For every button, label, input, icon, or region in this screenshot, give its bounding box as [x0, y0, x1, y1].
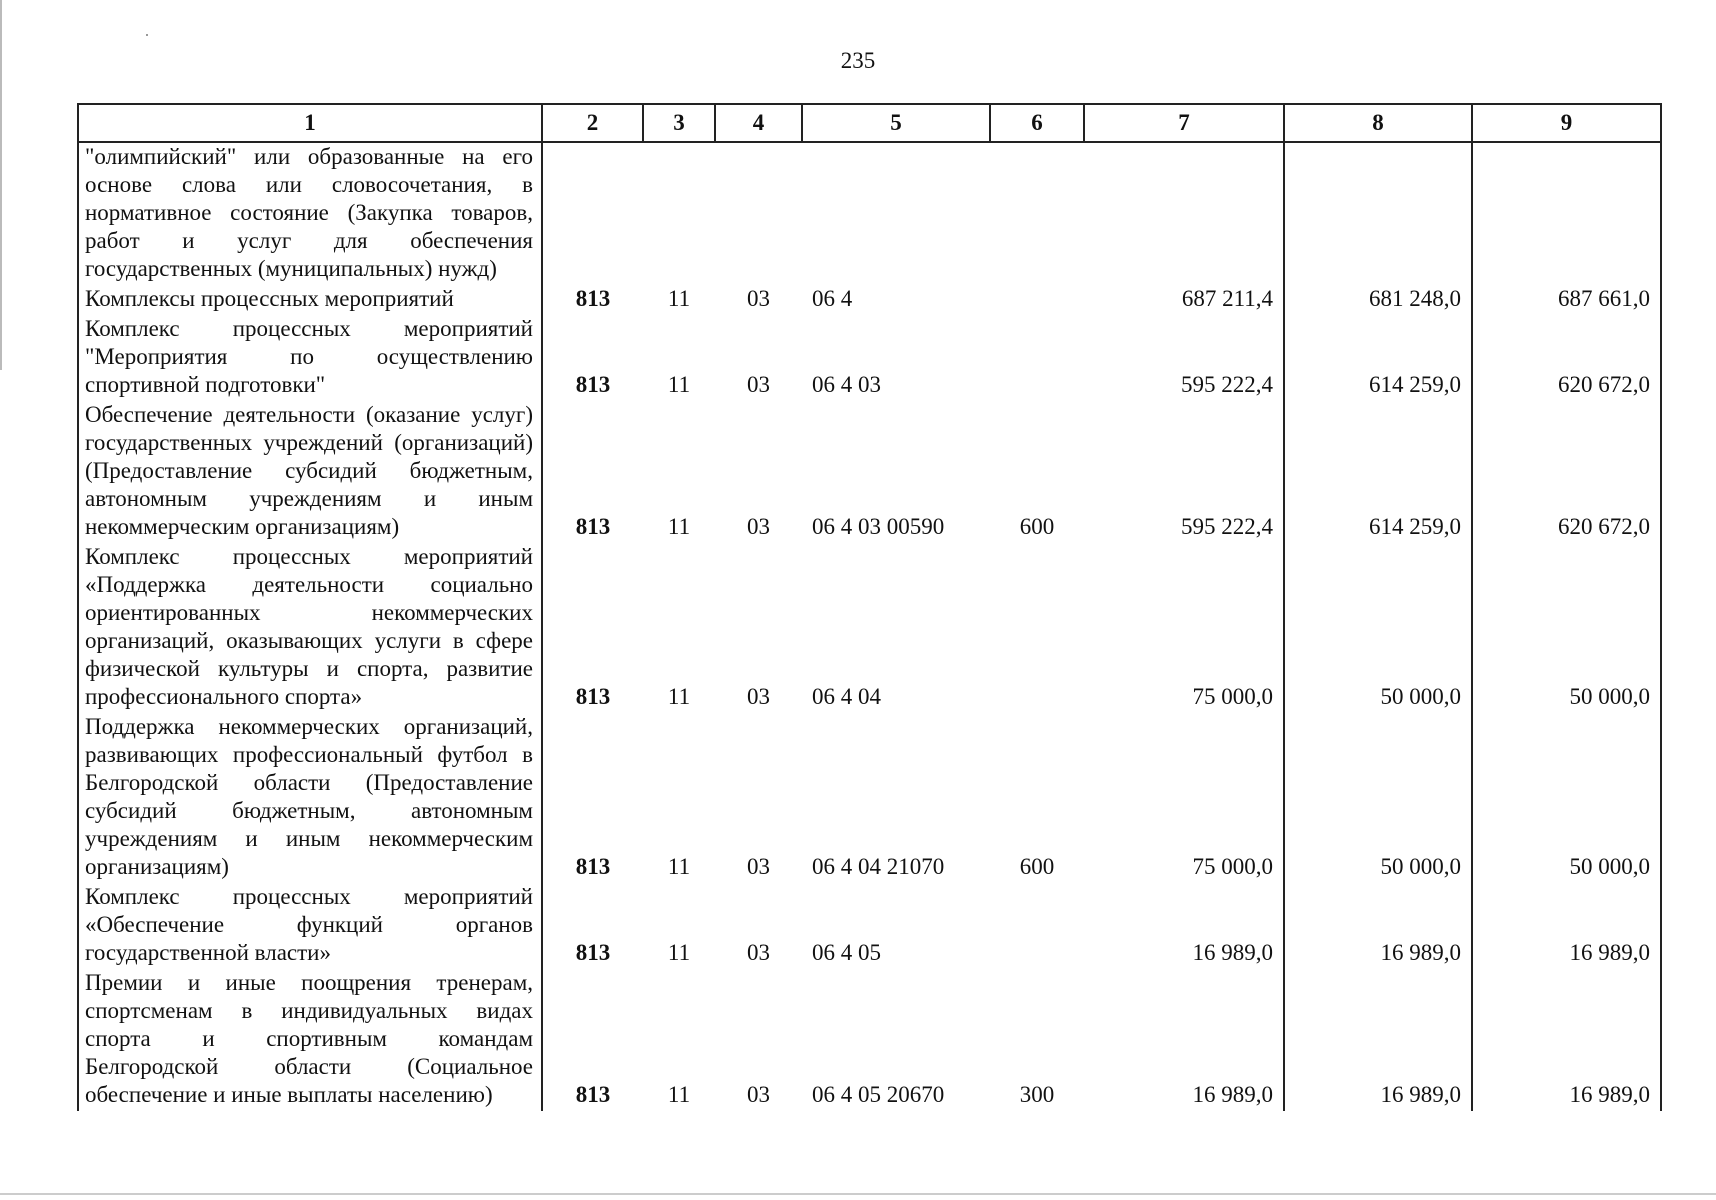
- row-amount-col9: 16 989,0: [1472, 883, 1661, 969]
- row-target-article: [802, 142, 990, 285]
- row-gr-code: 813: [575, 854, 611, 879]
- row-description: Комплекс процессных мероприятий «Обеспечение функций органов государственной власти»: [78, 883, 542, 969]
- budget-table: [77, 103, 1662, 1111]
- row-amount-col8: 614 259,0: [1284, 401, 1472, 543]
- table-body: [78, 142, 1661, 1111]
- table-header-row: [78, 104, 1661, 142]
- row-expense-type: [990, 315, 1084, 401]
- header-col-2: 2: [542, 104, 643, 142]
- row-amount-col8: 16 989,0: [1284, 969, 1472, 1111]
- row-description: Поддержка некоммерческих организаций, развивающих профессиональный футбол в Белгородской области (Предоставление субсидий бюджетным, автономным учреждениям и иным некоммерческим организациям): [78, 713, 542, 883]
- row-expense-type: [990, 142, 1084, 285]
- row-description: Комплекс процессных мероприятий «Поддержка деятельности социально ориентированных некоммерческих организаций, оказывающих услуги в сфере физической культуры и спорта, развитие профессионального спорта»: [78, 543, 542, 713]
- row-gr-code: 813: [575, 940, 611, 965]
- row-amount-col9: 50 000,0: [1472, 543, 1661, 713]
- row-subsection-code: [715, 142, 802, 285]
- row-amount-col8: 16 989,0: [1284, 883, 1472, 969]
- row-amount-col7: 16 989,0: [1084, 883, 1284, 969]
- table-row: [78, 401, 1661, 543]
- row-amount-col9: [1472, 142, 1661, 285]
- table-row: [78, 713, 1661, 883]
- header-col-4: 4: [715, 104, 802, 142]
- header-col-3: 3: [643, 104, 715, 142]
- row-subsection-code: 03: [747, 372, 770, 397]
- header-col-6: 6: [990, 104, 1084, 142]
- row-subsection-code: 03: [747, 1082, 770, 1107]
- row-gr-code: [542, 142, 643, 285]
- row-amount-col7: 687 211,4: [1084, 285, 1284, 315]
- row-target-article: 06 4 05 20670: [812, 1082, 945, 1107]
- table-row: [78, 285, 1661, 315]
- row-subsection-code: 03: [747, 940, 770, 965]
- row-gr-code: 813: [575, 372, 611, 397]
- row-amount-col8: [1284, 142, 1472, 285]
- row-subsection-code: 03: [747, 286, 770, 311]
- scan-edge-bottom: [0, 1193, 1716, 1195]
- row-amount-col8: 614 259,0: [1284, 315, 1472, 401]
- header-col-7: 7: [1084, 104, 1284, 142]
- row-gr-code: 813: [575, 1082, 611, 1107]
- row-target-article: 06 4 04: [812, 684, 881, 709]
- row-section-code: 11: [667, 684, 691, 709]
- row-description: Обеспечение деятельности (оказание услуг) государственных учреждений (организаций) (Предоставление субсидий бюджетным, автономным учреждениям и иным некоммерческим организациям): [78, 401, 542, 543]
- row-amount-col7: 75 000,0: [1084, 543, 1284, 713]
- row-gr-code: 813: [575, 684, 611, 709]
- row-amount-col8: 681 248,0: [1284, 285, 1472, 315]
- row-expense-type: [990, 543, 1084, 713]
- row-section-code: 11: [667, 1082, 691, 1107]
- row-amount-col9: 620 672,0: [1472, 401, 1661, 543]
- row-target-article: 06 4 05: [812, 940, 881, 965]
- row-description: "олимпийский" или образованные на его основе слова или словосочетания, в нормативное состояние (Закупка товаров, работ и услуг для обеспечения государственных (муниципальных) нужд): [78, 142, 542, 285]
- row-amount-col7: 16 989,0: [1084, 969, 1284, 1111]
- row-amount-col7: 595 222,4: [1084, 315, 1284, 401]
- row-gr-code: 813: [575, 514, 611, 539]
- row-amount-col9: 50 000,0: [1472, 713, 1661, 883]
- row-subsection-code: 03: [747, 684, 770, 709]
- table-row: [78, 142, 1661, 285]
- header-col-5: 5: [802, 104, 990, 142]
- row-amount-col9: 687 661,0: [1472, 285, 1661, 315]
- header-col-9: 9: [1472, 104, 1661, 142]
- header-col-8: 8: [1284, 104, 1472, 142]
- row-section-code: 11: [667, 940, 691, 965]
- row-amount-col9: 620 672,0: [1472, 315, 1661, 401]
- row-target-article: 06 4 03 00590: [812, 514, 945, 539]
- row-subsection-code: 03: [747, 854, 770, 879]
- row-amount-col9: 16 989,0: [1472, 969, 1661, 1111]
- row-amount-col7: 75 000,0: [1084, 713, 1284, 883]
- table-row: [78, 969, 1661, 1111]
- row-section-code: 11: [667, 514, 691, 539]
- page-number: 235: [840, 48, 876, 73]
- row-section-code: [643, 142, 715, 285]
- row-target-article: 06 4 03: [812, 372, 881, 397]
- row-description: Премии и иные поощрения тренерам, спортсменам в индивидуальных видах спорта и спортивным командам Белгородской области (Социальное обеспечение и иные выплаты населению): [78, 969, 542, 1111]
- table-row: [78, 543, 1661, 713]
- row-amount-col8: 50 000,0: [1284, 713, 1472, 883]
- row-section-code: 11: [667, 372, 691, 397]
- row-section-code: 11: [667, 854, 691, 879]
- scan-speck: [146, 34, 148, 36]
- row-expense-type: [990, 883, 1084, 969]
- row-amount-col7: 595 222,4: [1084, 401, 1284, 543]
- row-description: Комплексы процессных мероприятий: [78, 285, 542, 315]
- header-col-1: 1: [78, 104, 542, 142]
- row-description: Комплекс процессных мероприятий "Мероприятия по осуществлению спортивной подготовки": [78, 315, 542, 401]
- row-target-article: 06 4: [812, 286, 853, 311]
- row-section-code: 11: [667, 286, 691, 311]
- row-gr-code: 813: [575, 286, 611, 311]
- row-amount-col7: [1084, 142, 1284, 285]
- row-expense-type: 600: [1019, 514, 1055, 539]
- row-amount-col8: 50 000,0: [1284, 543, 1472, 713]
- table-row: [78, 315, 1661, 401]
- row-expense-type: [990, 285, 1084, 315]
- row-expense-type: 600: [1019, 854, 1055, 879]
- table-row: [78, 883, 1661, 969]
- row-target-article: 06 4 04 21070: [812, 854, 945, 879]
- row-subsection-code: 03: [747, 514, 770, 539]
- row-expense-type: 300: [1019, 1082, 1055, 1107]
